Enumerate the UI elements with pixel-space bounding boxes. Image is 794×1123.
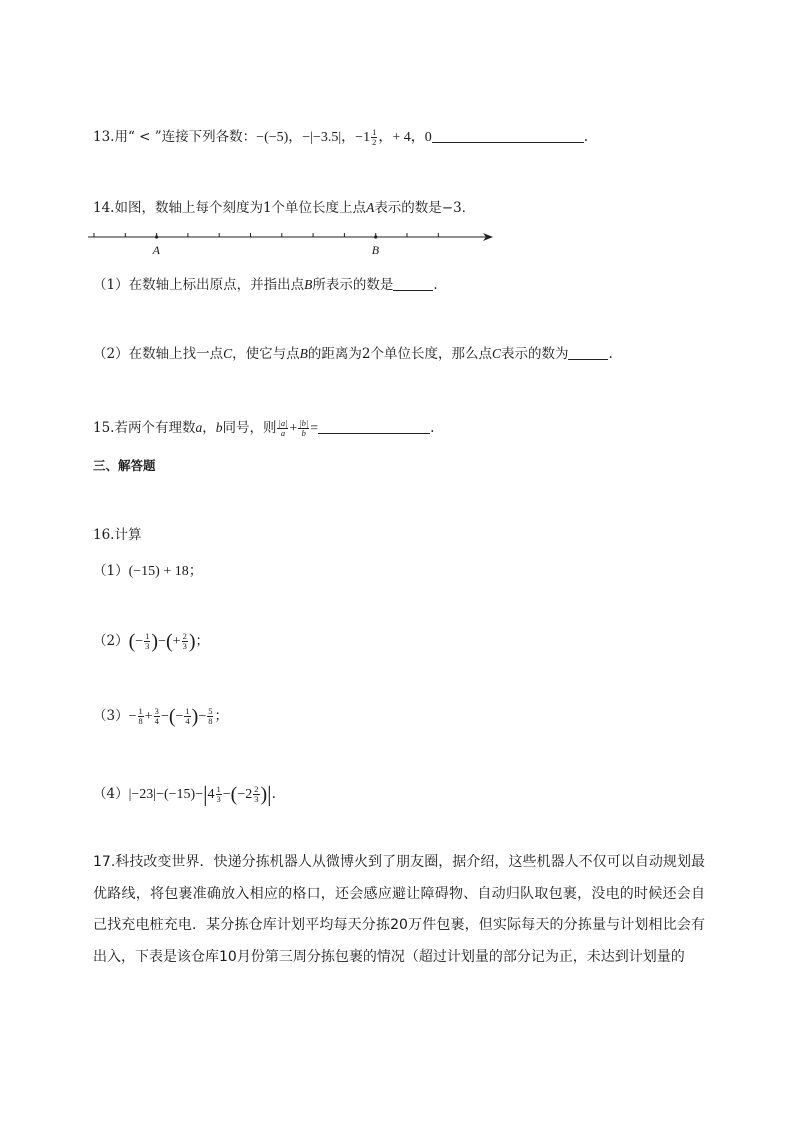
q14-intro-end: 表示的数是−3． bbox=[374, 200, 476, 216]
q13-label: 13.用“ < ”连接下列各数： bbox=[93, 129, 257, 145]
q16-p3-op: − bbox=[160, 709, 169, 724]
question-14-part-2 bbox=[93, 345, 613, 363]
question-16-part-2: （2）(− $\frac{1}{3}$ )−(+ $\frac{2}{3}$ )； bbox=[93, 630, 209, 653]
q16-p4-frac1 bbox=[216, 785, 222, 804]
q14-part1-pre: （1）在数轴上标出原点，并指出点 bbox=[93, 277, 305, 293]
q16-p3-minus2: − bbox=[175, 709, 184, 724]
q14-part2-end: . bbox=[608, 346, 613, 362]
q14-part2-c2: C bbox=[491, 346, 501, 361]
q14-part2-b: B bbox=[299, 346, 308, 361]
q16-p3-n4: 5 bbox=[208, 706, 213, 716]
q16-p2-op: − bbox=[158, 634, 166, 649]
q16-p4-minus: −2 bbox=[237, 787, 253, 802]
question-15 bbox=[93, 419, 434, 438]
q15-b: b bbox=[215, 420, 223, 435]
q16-p3-n2: 3 bbox=[154, 706, 159, 716]
number-line bbox=[88, 226, 500, 260]
q16-p4-whole1: 4 bbox=[207, 787, 215, 802]
question-16-part-3: （3）− $\frac{1}{8}$ + $\frac{3}{4}$ −(− $\frac{1}{4}$ )− $\frac{5}{8}$ ； bbox=[93, 705, 228, 728]
q16-p3-plus: + bbox=[144, 709, 153, 724]
q16-p3-frac2 bbox=[154, 707, 160, 726]
question-14-part-1 bbox=[93, 276, 438, 294]
question-17-text: 17.科技改变世界．快递分拣机器人从微博火到了朋友圈，据介绍，这些机器人不仅可以自动规划最优路线，将包裹准确放入相应的格口，还会感应避让障碍物、自动归队取包裹，没电的时候还会自己找充电桩充电．某分拣仓库计划平均每天分拣20万件包裹，但实际每天的分拣量与计划相比会有出入，下表是该仓库10月份第三周分拣包裹的情况（超过计划量的部分记为正，未达到计划量的 bbox=[93, 854, 705, 965]
q16-p2-n2: 2 bbox=[182, 631, 187, 641]
q15-fraction-a bbox=[277, 419, 288, 438]
q16-p4-frac2 bbox=[253, 785, 259, 804]
q13-answer-blank[interactable] bbox=[432, 128, 584, 143]
q16-p3-op2: − bbox=[198, 709, 207, 724]
point-b-dot bbox=[374, 235, 377, 238]
q15-eq: = bbox=[310, 421, 319, 436]
q15-f1-num: |a| bbox=[278, 418, 288, 428]
q16-p3-n3: 1 bbox=[185, 706, 190, 716]
q13-numbers: −(−5)，−|−3.5|，−1 bbox=[256, 130, 371, 145]
q14-part1-answer-blank[interactable] bbox=[393, 276, 433, 291]
q16-p3-minus1: − bbox=[128, 709, 137, 724]
q13-frac-num: 1 bbox=[372, 127, 377, 137]
q16-p3-frac3 bbox=[184, 707, 190, 726]
q14-part1-point: B bbox=[304, 277, 313, 292]
q16-p1-label: （1） bbox=[93, 563, 129, 579]
section-3-heading: 三、解答题 bbox=[93, 458, 156, 473]
q15-f2-den: b bbox=[301, 428, 306, 438]
q16-p4-end: . bbox=[271, 786, 276, 802]
q16-p3-frac1 bbox=[138, 707, 144, 726]
q14-part2-answer-blank[interactable] bbox=[568, 345, 608, 360]
q13-frac-den: 2 bbox=[372, 137, 377, 147]
point-a-label: A bbox=[152, 243, 160, 257]
q14-part2-mid: ，使它与点 bbox=[232, 346, 300, 362]
q15-a: a bbox=[195, 420, 203, 435]
q16-p4-a: |−23|−(−15)− bbox=[128, 787, 204, 802]
q16-p4-op: − bbox=[222, 787, 231, 802]
q16-p4-n1: 1 bbox=[216, 784, 221, 794]
point-a-dot bbox=[155, 235, 158, 238]
q16-p3-d4: 8 bbox=[208, 716, 213, 726]
q16-p2-minus: − bbox=[135, 634, 144, 649]
q16-p4-d2: 3 bbox=[254, 794, 259, 804]
question-13 bbox=[93, 128, 588, 147]
q15-mid: 同号，则 bbox=[222, 420, 277, 436]
q16-p2-plus: + bbox=[172, 634, 181, 649]
q16-p2-frac2 bbox=[182, 632, 188, 651]
q16-p2-end: ； bbox=[195, 633, 209, 649]
q16-p3-end: ； bbox=[214, 708, 228, 724]
q13-rest: ，+ 4，0 bbox=[378, 130, 432, 145]
q14-point-a: A bbox=[366, 200, 375, 215]
q16-p3-frac4 bbox=[207, 707, 213, 726]
q15-f2-num: |b| bbox=[299, 418, 309, 428]
q14-part1-post: 所表示的数是 bbox=[312, 277, 394, 293]
q14-part1-end: . bbox=[433, 277, 438, 293]
q15-plus: + bbox=[289, 421, 298, 436]
question-16-title: 16.计算 bbox=[93, 527, 142, 543]
q16-p2-n1: 1 bbox=[145, 631, 150, 641]
q15-end: . bbox=[430, 420, 435, 436]
point-b-label: B bbox=[371, 243, 380, 257]
q14-part2-c: C bbox=[223, 346, 233, 361]
q13-end: . bbox=[583, 129, 589, 145]
q16-p2-label: （2） bbox=[93, 633, 129, 649]
q13-fraction bbox=[371, 128, 377, 147]
q16-p1-expr: (−15) + 18； bbox=[128, 564, 203, 579]
q14-intro: 14.如图，数轴上每个刻度为1个单位长度上点 bbox=[93, 200, 367, 216]
q16-p2-d1: 3 bbox=[145, 641, 150, 651]
question-16-part-1 bbox=[93, 562, 203, 581]
q16-p4-label: （4） bbox=[93, 786, 129, 802]
q16-p2-d2: 3 bbox=[182, 641, 187, 651]
q16-p3-n1: 1 bbox=[138, 706, 143, 716]
q16-p2-frac1 bbox=[144, 632, 150, 651]
q16-p4-n2: 2 bbox=[254, 784, 259, 794]
q15-pre: 15.若两个有理数 bbox=[93, 420, 196, 436]
q16-p3-d2: 4 bbox=[154, 716, 159, 726]
q15-answer-blank[interactable] bbox=[318, 419, 430, 434]
q14-part2-mid2: 的距离为2个单位长度，那么点 bbox=[307, 346, 492, 362]
number-line-axis bbox=[88, 233, 493, 257]
q16-p3-label: （3） bbox=[93, 708, 129, 724]
q16-p4-d1: 3 bbox=[216, 794, 221, 804]
q16-p3-d1: 8 bbox=[138, 716, 143, 726]
question-14 bbox=[93, 199, 475, 217]
q15-sep: ， bbox=[202, 420, 216, 436]
q16-p3-d3: 4 bbox=[185, 716, 190, 726]
q14-part2-post: 表示的数为 bbox=[500, 346, 569, 362]
question-16-part-4: （4）|−23|−(−15)−|4 $\frac{1}{3}$ −(−2 $\frac{2}{3}$ )|. bbox=[93, 781, 276, 807]
q15-f1-den: a bbox=[280, 428, 286, 438]
q15-fraction-b bbox=[298, 419, 309, 438]
q14-part2-pre: （2）在数轴上找一点 bbox=[93, 346, 224, 362]
